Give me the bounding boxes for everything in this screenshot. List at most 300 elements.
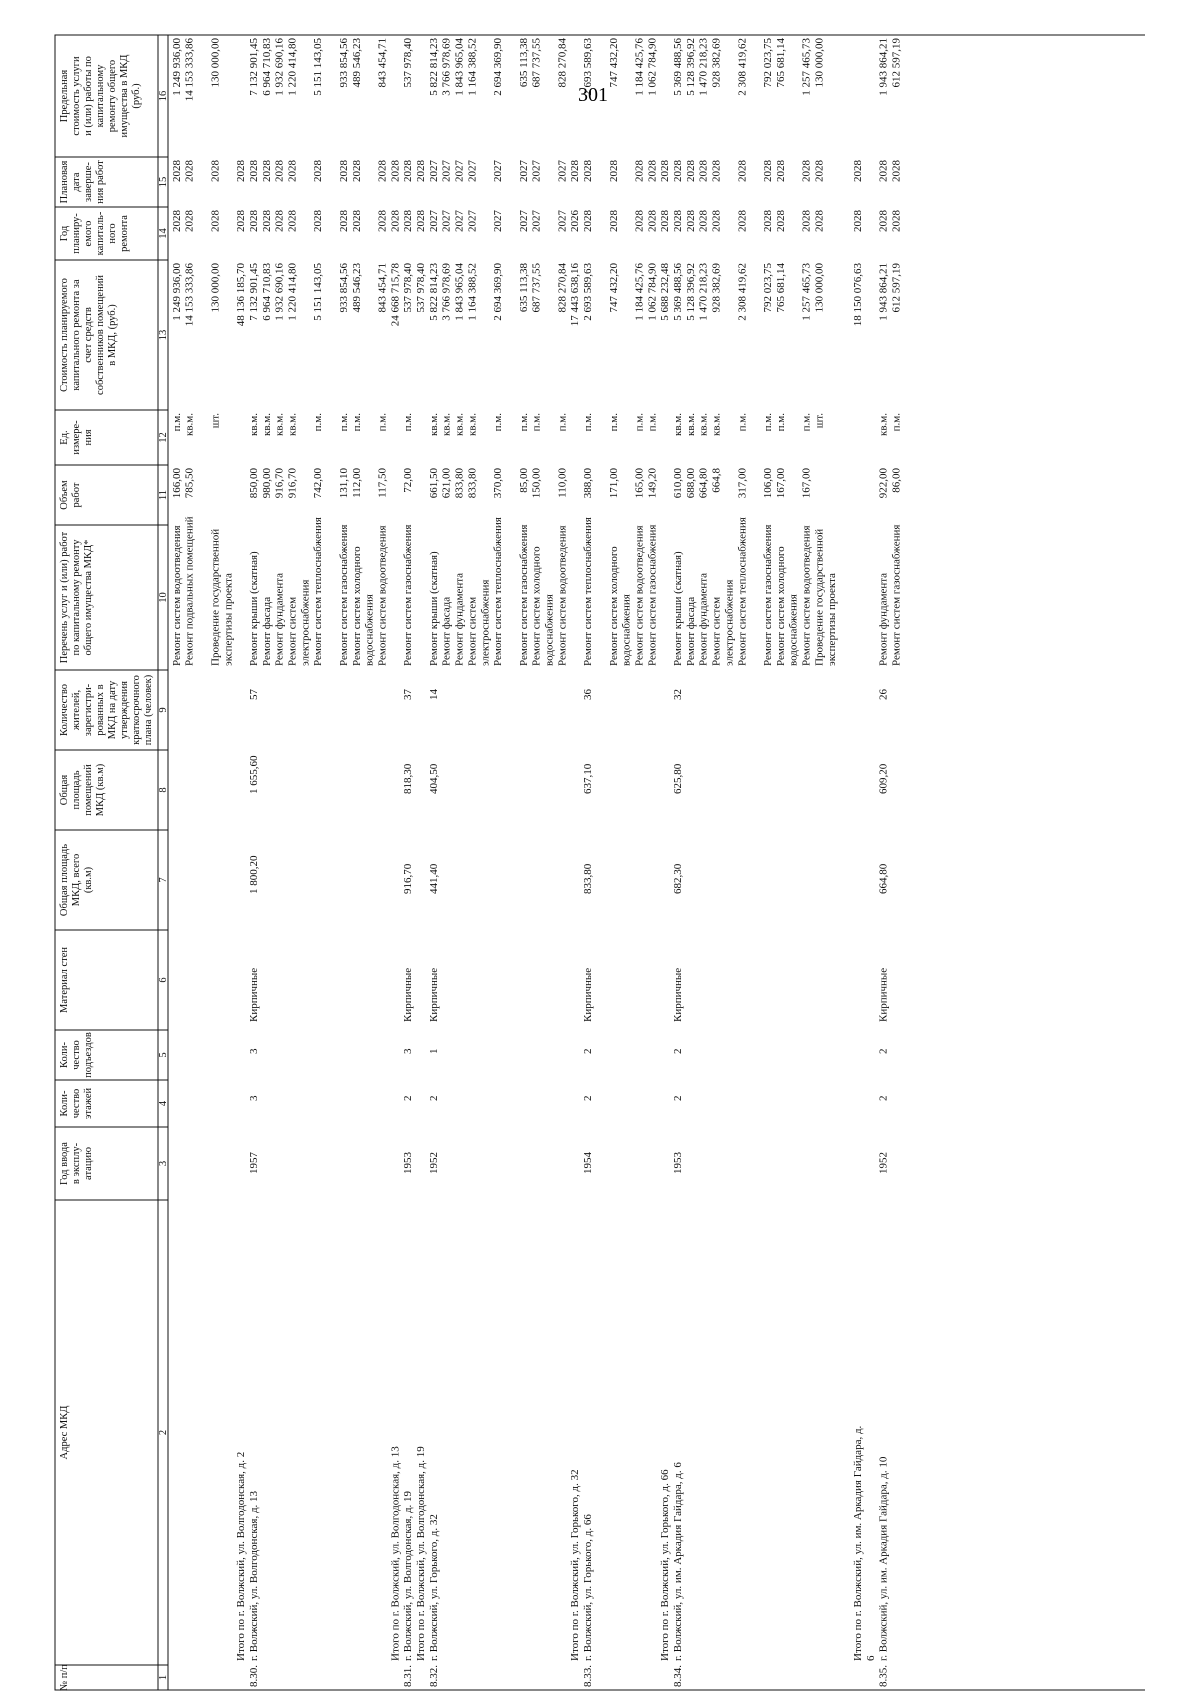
cell-col12: кв.м. xyxy=(273,413,286,436)
column-header-2: Адрес МКД xyxy=(59,1405,70,1460)
cell-col12: кв.м. xyxy=(247,413,260,436)
cell-col10: Ремонт крыши (скатная) xyxy=(672,551,684,666)
cell-col12: п.м. xyxy=(646,413,659,432)
cell-col10: Ремонт систем водоотведения xyxy=(800,525,813,666)
cell-col13: 1 164 388,52 xyxy=(466,263,479,321)
cell-col15: 2028 xyxy=(209,160,222,182)
cell-col13: 1 257 465,73 xyxy=(800,263,813,321)
cell-col14: 2027 xyxy=(556,210,569,232)
cell-col14: 2028 xyxy=(672,210,684,232)
cell-col9: 36 xyxy=(582,689,595,700)
cell-col2: Итого по г. Волжский, ул. Волгодонская, д. 19 xyxy=(415,1446,427,1661)
cell-col15: 2027 xyxy=(453,160,466,182)
cell-col12: п.м. xyxy=(761,413,774,432)
cell-col13: 747 432,20 xyxy=(607,263,620,313)
cell-col15: 2028 xyxy=(389,160,402,182)
cell-col15: 2028 xyxy=(376,160,389,182)
cell-col12: п.м. xyxy=(376,413,389,432)
cell-col16: 14 153 333,86 xyxy=(183,38,196,102)
cell-col16: 1 220 414,80 xyxy=(286,38,299,96)
cell-col2: Итого по г. Волжский, ул. Горького, д. 66 xyxy=(659,1469,672,1661)
cell-col2: г. Волжский, ул. Горького, д. 66 xyxy=(582,1514,595,1661)
cell-col13: 5 128 396,92 xyxy=(684,263,697,321)
column-number-15: 15 xyxy=(158,176,169,188)
cell-col10: Ремонт систем теплоснабжения xyxy=(312,517,325,666)
column-header-8: Общая xyxy=(59,774,70,806)
row-number: 8.34. xyxy=(672,1665,684,1687)
cell-col7: 1 800,20 xyxy=(247,855,260,894)
column-number-10: 10 xyxy=(158,592,169,603)
cell-col5: 2 xyxy=(582,1048,595,1054)
cell-col16: 489 546,23 xyxy=(350,38,363,88)
column-header-9: Количество xyxy=(59,683,70,737)
column-header-5: чество xyxy=(71,1040,82,1070)
cell-col14: 2028 xyxy=(376,210,389,232)
cell-col16: 1 249 936,00 xyxy=(170,38,183,96)
cell-col16: 635 113,38 xyxy=(517,38,530,88)
cell-col8: 625,80 xyxy=(672,763,684,794)
cell-col10: Ремонт систем газоснабжения xyxy=(890,524,903,666)
cell-col16: 747 432,20 xyxy=(607,38,620,88)
cell-col11: 916,70 xyxy=(286,468,299,499)
column-header-3: в эксплу- xyxy=(71,1142,82,1185)
column-header-15: заверше- xyxy=(83,162,94,202)
cell-col8: 609,20 xyxy=(877,763,890,794)
cell-col12: п.м. xyxy=(607,413,620,432)
cell-col15: 2027 xyxy=(427,160,440,182)
cell-col16: 2 308 419,62 xyxy=(736,38,749,96)
cell-col15: 2028 xyxy=(774,160,787,182)
cell-col16: 612 597,19 xyxy=(890,38,903,88)
cell-col11: 610,00 xyxy=(672,468,684,499)
cell-col7: 682,30 xyxy=(672,863,684,894)
cell-col10: Ремонт систем теплоснабжения xyxy=(492,517,505,666)
cell-col9: 32 xyxy=(672,689,684,700)
cell-col14: 2027 xyxy=(453,210,466,232)
cell-col12: кв.м. xyxy=(260,413,273,436)
cell-col14: 2028 xyxy=(851,210,864,232)
cell-col15: 2028 xyxy=(170,160,183,182)
cell-col13: 537 978,40 xyxy=(402,263,415,313)
column-header-3: атацию xyxy=(83,1147,94,1180)
cell-col12: кв.м. xyxy=(440,413,453,436)
cell-col6: Кирпичные xyxy=(582,967,595,1022)
cell-col13: 1 062 784,90 xyxy=(646,263,659,321)
cell-col10: Ремонт фасада xyxy=(260,596,273,666)
cell-col10: Ремонт фундамента xyxy=(697,572,710,666)
cell-col7: 441,40 xyxy=(427,863,440,894)
cell-col10: Ремонт систем xyxy=(286,596,299,666)
column-header-14: ного xyxy=(107,223,118,244)
column-number-16: 16 xyxy=(158,90,169,102)
column-header-8: МКД (кв.м) xyxy=(95,763,106,817)
column-header-7: (кв.м) xyxy=(83,866,94,894)
cell-col12: кв.м. xyxy=(710,413,723,436)
cell-col14: 2028 xyxy=(389,210,402,232)
cell-col11: 106,00 xyxy=(761,468,774,499)
cell-col11: 833,80 xyxy=(453,468,466,499)
column-header-13: счет средств xyxy=(83,307,94,363)
cell-col8: 818,30 xyxy=(402,763,415,794)
cell-col10: Ремонт крыши (скатная) xyxy=(427,551,440,666)
cell-col13: 928 382,69 xyxy=(710,263,723,313)
cell-col14: 2028 xyxy=(890,210,903,232)
cell-col13: 828 270,84 xyxy=(556,263,569,313)
cell-col16: 765 681,14 xyxy=(774,38,787,88)
cell-col9: 37 xyxy=(402,689,415,700)
cell-col15: 2028 xyxy=(337,160,350,182)
cell-col10: Ремонт систем газоснабжения xyxy=(761,524,774,666)
cell-col14: 2028 xyxy=(736,210,749,232)
column-header-16: Предельная xyxy=(59,69,70,123)
cell-col15: 2027 xyxy=(440,160,453,182)
cell-col14: 2028 xyxy=(646,210,659,232)
cell-col13: 489 546,23 xyxy=(350,263,363,313)
cell-col13: 2 308 419,62 xyxy=(736,263,749,321)
cell-col13: 18 150 076,63 xyxy=(851,263,864,327)
cell-col12: п.м. xyxy=(736,413,749,432)
cell-col6: Кирпичные xyxy=(877,967,890,1022)
column-header-10: Перечень услуг и (или) работ xyxy=(59,531,70,664)
cell-col13: 1 249 936,00 xyxy=(170,263,183,321)
cell-col11: 166,00 xyxy=(170,468,183,499)
cell-col12: кв.м. xyxy=(427,413,440,436)
cell-col15: 2028 xyxy=(761,160,774,182)
cell-col7: 664,80 xyxy=(877,863,890,894)
column-number-1: 1 xyxy=(158,1674,169,1681)
cell-col13: 933 854,56 xyxy=(337,263,350,313)
cell-col11: 150,00 xyxy=(530,468,543,499)
cell-col13: 765 681,14 xyxy=(774,263,787,313)
column-header-5: Коли- xyxy=(59,1042,70,1068)
column-header-9: рованных в xyxy=(95,684,106,736)
cell-col14: 2028 xyxy=(813,210,826,232)
cell-col12: п.м. xyxy=(492,413,505,432)
cell-col14: 2028 xyxy=(607,210,620,232)
cell-col11: 661,50 xyxy=(427,468,440,499)
cell-col16: 5 822 814,23 xyxy=(427,38,440,96)
cell-col11: 85,00 xyxy=(517,468,530,493)
column-number-2: 2 xyxy=(158,1429,169,1436)
column-header-12: ния xyxy=(83,429,94,446)
cell-col10: Проведение государственной xyxy=(813,528,826,666)
cell-col3: 1953 xyxy=(672,1152,684,1174)
cell-col14: 2028 xyxy=(877,210,890,232)
cell-col13: 1 843 965,04 xyxy=(453,263,466,321)
cell-col14: 2028 xyxy=(684,210,697,232)
cell-col14: 2028 xyxy=(761,210,774,232)
cell-col14: 2028 xyxy=(800,210,813,232)
cell-col10: Ремонт систем водоотведения xyxy=(376,525,389,666)
cell-col10: Ремонт систем холодного xyxy=(774,546,787,666)
page-number: 301 xyxy=(578,84,608,106)
cell-col14: 2028 xyxy=(209,210,222,232)
column-header-6: Материал стен xyxy=(59,947,70,1013)
cell-col11: 833,80 xyxy=(466,468,479,499)
cell-col6: Кирпичные xyxy=(402,967,415,1022)
cell-col12: п.м. xyxy=(774,413,787,432)
cell-col11: 149,20 xyxy=(646,468,659,499)
cell-col10: Ремонт систем холодного xyxy=(530,546,543,666)
column-number-8: 8 xyxy=(158,787,169,793)
cell-col14: 2028 xyxy=(659,210,672,232)
cell-col16: 2 693 589,63 xyxy=(582,38,595,96)
cell-col13: 24 668 715,78 xyxy=(389,263,402,327)
cell-col11: 117,50 xyxy=(376,468,389,498)
cell-col14: 2028 xyxy=(312,210,325,232)
cell-col10: экспертизы проекта xyxy=(826,573,839,666)
cell-col14: 2027 xyxy=(427,210,440,232)
cell-col10: Ремонт систем газоснабжения xyxy=(337,524,350,666)
column-number-6: 6 xyxy=(158,977,169,983)
column-number-4: 4 xyxy=(158,1100,169,1107)
cell-col16: 933 854,56 xyxy=(337,38,350,88)
cell-col11: 171,00 xyxy=(607,468,620,499)
cell-col10: Ремонт фундамента xyxy=(453,572,466,666)
cell-col14: 2028 xyxy=(350,210,363,232)
column-header-16: ремонту общего xyxy=(107,59,118,133)
cell-col15: 2028 xyxy=(646,160,659,182)
cell-col12: кв.м. xyxy=(453,413,466,436)
column-header-8: площадь xyxy=(71,770,82,810)
cell-col11: 388,00 xyxy=(582,468,595,499)
column-header-9: плана (человек) xyxy=(143,674,154,746)
cell-col14: 2027 xyxy=(517,210,530,232)
cell-col12: шт. xyxy=(209,413,222,429)
column-header-10: по капитальному ремонту xyxy=(71,539,82,656)
cell-col15: 2028 xyxy=(633,160,646,182)
cell-col16: 5 369 488,56 xyxy=(672,38,684,96)
cell-col5: 3 xyxy=(402,1048,415,1054)
cell-col11: 850,00 xyxy=(247,468,260,499)
column-header-9: МКД на дату xyxy=(107,680,118,740)
column-header-16: стоимость услуги xyxy=(71,56,82,136)
cell-col16: 3 766 978,69 xyxy=(440,38,453,96)
cell-col11: 110,00 xyxy=(556,468,569,498)
cell-col15: 2028 xyxy=(607,160,620,182)
cell-col16: 537 978,40 xyxy=(402,38,415,88)
cell-col15: 2028 xyxy=(273,160,286,182)
cell-col13: 1 470 218,23 xyxy=(697,263,710,321)
cell-col13: 1 943 864,21 xyxy=(877,263,890,321)
cell-col15: 2028 xyxy=(183,160,196,182)
cell-col15: 2028 xyxy=(813,160,826,182)
cell-col15: 2028 xyxy=(235,160,248,182)
cell-col12: п.м. xyxy=(582,413,595,432)
column-header-8: помещений xyxy=(83,764,94,816)
cell-col14: 2028 xyxy=(247,210,260,232)
cell-col14: 2027 xyxy=(466,210,479,232)
cell-col10: электроснабжения xyxy=(479,579,492,666)
column-header-3: Год ввода xyxy=(59,1142,70,1185)
cell-col16: 2 694 369,90 xyxy=(492,38,505,96)
cell-col4: 2 xyxy=(402,1095,415,1101)
cell-col16: 1 932 690,16 xyxy=(273,38,286,96)
cell-col2: г. Волжский, ул. Волгодонская, д. 19 xyxy=(402,1490,415,1661)
cell-col16: 792 023,75 xyxy=(761,38,774,88)
column-header-16: и (или) работы по xyxy=(83,56,94,136)
row-number: 8.31. xyxy=(402,1665,415,1687)
row-number: 8.30. xyxy=(247,1665,260,1687)
cell-col3: 1954 xyxy=(582,1152,595,1174)
cell-col14: 2028 xyxy=(260,210,273,232)
cell-col2: г. Волжский, ул. Волгодонская, д. 13 xyxy=(247,1490,260,1661)
cell-col6: Кирпичные xyxy=(247,967,260,1022)
cell-col11: 621,00 xyxy=(440,468,453,499)
cell-col2: 6 xyxy=(864,1655,877,1661)
cell-col12: кв.м. xyxy=(877,413,890,436)
cell-col14: 2028 xyxy=(582,210,595,232)
cell-col11: 664,8 xyxy=(710,468,723,493)
column-header-4: Коли- xyxy=(59,1090,70,1117)
cell-col13: 130 000,00 xyxy=(209,263,222,313)
column-header-16: капитальному xyxy=(95,64,106,128)
cell-col9: 57 xyxy=(247,689,260,700)
column-header-15: Плановая xyxy=(59,160,70,204)
cell-col10: Ремонт систем теплоснабжения xyxy=(582,517,595,666)
cell-col11: 112,00 xyxy=(350,468,363,498)
cell-col12: п.м. xyxy=(800,413,813,432)
cell-col13: 635 113,38 xyxy=(517,263,530,313)
cell-col10: Ремонт систем xyxy=(710,596,723,666)
cell-col13: 687 737,55 xyxy=(530,263,543,313)
column-header-14: Год xyxy=(59,225,70,242)
cell-col2: Итого по г. Волжский, ул. Волгодонская, д. 2 xyxy=(235,1451,248,1661)
cell-col12: п.м. xyxy=(312,413,325,432)
cell-col14: 2028 xyxy=(402,210,415,232)
cell-col14: 2028 xyxy=(633,210,646,232)
cell-col10: Ремонт систем газоснабжения xyxy=(646,524,659,666)
cell-col15: 2028 xyxy=(851,160,864,182)
cell-col14: 2028 xyxy=(774,210,787,232)
column-header-12: Ед. xyxy=(59,430,70,445)
cell-col14: 2028 xyxy=(710,210,723,232)
cell-col15: 2027 xyxy=(492,160,505,182)
column-header-13: собственников помещений xyxy=(95,275,106,395)
cell-col11: 664,80 xyxy=(697,468,710,499)
cell-col13: 6 964 710,83 xyxy=(260,263,273,321)
cell-col14: 2028 xyxy=(415,210,427,232)
cell-col8: 1 655,60 xyxy=(247,755,260,794)
cell-col15: 2028 xyxy=(312,160,325,182)
cell-col10: водоснабжения xyxy=(543,594,556,666)
cell-col10: Ремонт систем водоотведения xyxy=(556,525,569,666)
cell-col3: 1952 xyxy=(877,1152,890,1174)
column-header-12: измере- xyxy=(71,420,82,455)
cell-col8: 637,10 xyxy=(582,763,595,794)
cell-col16: 1 843 965,04 xyxy=(453,38,466,96)
cell-col10: водоснабжения xyxy=(620,594,633,666)
cell-col12: п.м. xyxy=(890,413,903,432)
cell-col12: п.м. xyxy=(530,413,543,432)
cell-col10: Проведение государственной xyxy=(209,528,222,666)
cell-col11: 688,00 xyxy=(684,468,697,499)
cell-col12: кв.м. xyxy=(466,413,479,436)
cell-col5: 2 xyxy=(877,1048,890,1054)
cell-col13: 612 597,19 xyxy=(890,263,903,313)
column-number-14: 14 xyxy=(158,228,169,239)
cell-col2: Итого по г. Волжский, ул. им. Аркадия Гайдара, д. xyxy=(851,1425,864,1661)
cell-col16: 7 132 901,45 xyxy=(247,38,260,96)
cell-col12: п.м. xyxy=(402,413,415,432)
cell-col3: 1957 xyxy=(247,1152,260,1174)
cell-col16: 687 737,55 xyxy=(530,38,543,88)
column-header-7: Общая площадь xyxy=(59,843,70,917)
cell-col11: 131,10 xyxy=(337,468,350,499)
cell-col14: 2028 xyxy=(170,210,183,232)
cell-col11: 922,00 xyxy=(877,468,890,499)
cell-col4: 3 xyxy=(247,1095,260,1101)
cell-col16: 130 000,00 xyxy=(209,38,222,88)
cell-col12: п.м. xyxy=(170,413,183,432)
column-header-14: ремонта xyxy=(119,215,130,252)
cell-col15: 2027 xyxy=(530,160,543,182)
cell-col13: 2 694 369,90 xyxy=(492,263,505,321)
cell-col12: кв.м. xyxy=(697,413,710,436)
column-header-15: дата xyxy=(71,172,82,192)
cell-col11: 167,00 xyxy=(800,468,813,499)
cell-col16: 1 184 425,76 xyxy=(633,38,646,96)
cell-col13: 130 000,00 xyxy=(813,263,826,313)
cell-col15: 2028 xyxy=(736,160,749,182)
cell-col9: 26 xyxy=(877,689,890,700)
column-number-11: 11 xyxy=(158,489,169,501)
cell-col8: 404,50 xyxy=(427,763,440,794)
cell-col12: п.м. xyxy=(337,413,350,432)
cell-col13: 1 184 425,76 xyxy=(633,263,646,321)
cell-col11: 980,00 xyxy=(260,468,273,499)
cell-col13: 5 151 143,05 xyxy=(312,263,325,321)
cell-col5: 3 xyxy=(247,1048,260,1054)
column-header-5: подъездов xyxy=(83,1032,94,1078)
cell-col4: 2 xyxy=(672,1095,684,1101)
cell-col14: 2028 xyxy=(286,210,299,232)
header-frame xyxy=(55,35,168,1690)
row-number: 8.35. xyxy=(877,1665,890,1687)
cell-col11: 167,00 xyxy=(774,468,787,499)
cell-col13: 537 978,40 xyxy=(415,263,427,313)
cell-col13: 17 443 638,16 xyxy=(569,263,582,327)
cell-col15: 2027 xyxy=(517,160,530,182)
cell-col10: водоснабжения xyxy=(363,594,376,666)
cell-col11: 785,50 xyxy=(183,468,196,499)
cell-col13: 792 023,75 xyxy=(761,263,774,313)
column-header-1: № п/п xyxy=(59,1664,70,1691)
cell-col11: 916,70 xyxy=(273,468,286,499)
column-header-16: (руб.) xyxy=(131,83,142,109)
cell-col4: 2 xyxy=(427,1095,440,1101)
column-header-9: утверждения xyxy=(119,681,130,739)
cell-col16: 1 470 218,23 xyxy=(697,38,710,96)
column-header-13: в МКД, (руб.) xyxy=(107,304,118,366)
cell-col12: п.м. xyxy=(517,413,530,432)
cell-col16: 5 151 143,05 xyxy=(312,38,325,96)
column-header-11: работ xyxy=(71,482,82,508)
cell-col10: электроснабжения xyxy=(299,579,312,666)
cell-col16: 843 454,71 xyxy=(376,38,389,88)
cell-col6: Кирпичные xyxy=(672,967,684,1022)
cell-col15: 2027 xyxy=(556,160,569,182)
cell-col12: п.м. xyxy=(633,413,646,432)
cell-col11: 86,00 xyxy=(890,468,903,493)
cell-col11: 742,00 xyxy=(312,468,325,499)
cell-col10: экспертизы проекта xyxy=(222,573,235,666)
cell-col16: 1 257 465,73 xyxy=(800,38,813,96)
cell-col16: 1 164 388,52 xyxy=(466,38,479,96)
row-number: 8.33. xyxy=(582,1665,595,1687)
cell-col10: Ремонт фундамента xyxy=(273,572,286,666)
cell-col2: г. Волжский, ул. им. Аркадия Гайдара, д. 10 xyxy=(877,1456,890,1661)
